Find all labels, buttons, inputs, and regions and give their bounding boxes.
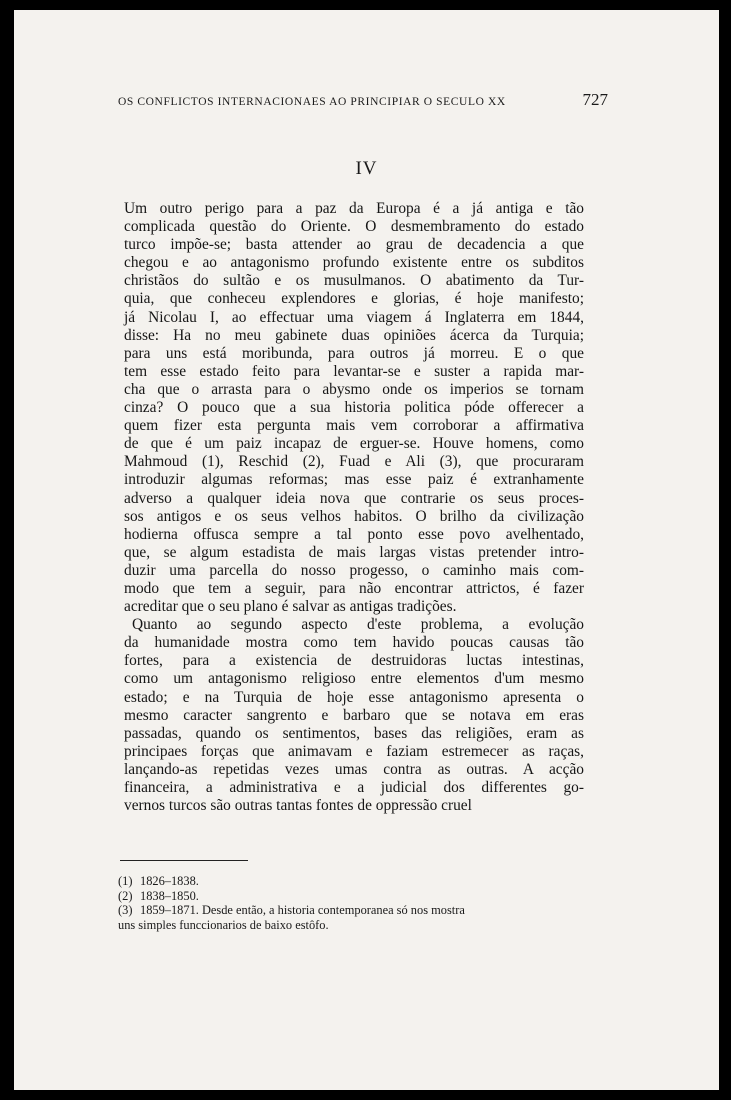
footnote-text: uns simples funccionarios de baixo estôfo. (118, 917, 329, 932)
text-line: financeira, a administrativa e a judicial dos differentes go- (124, 779, 584, 796)
text-line: introduzir algumas reformas; mas esse paiz é extranhamente (124, 471, 584, 489)
paragraph-1 (110, 200, 584, 616)
text-line: christãos do sultão e os musulmanos. O abatimento da Tur- (124, 272, 584, 290)
text-line: disse: Ha no meu gabinete duas opiniões ácerca da Turquia; (124, 326, 584, 344)
footnote-1 (118, 874, 588, 889)
text-line: vernos turcos são outras tantas fontes de oppressão cruel (124, 797, 472, 815)
text-line: de que é um paiz incapaz de erguer-se. Houve homens, como (124, 435, 584, 453)
text-line: complicada questão do Oriente. O desmembramento do estado (124, 218, 584, 236)
footnote-3-continued (118, 918, 588, 933)
text-line: Quanto ao segundo aspecto d'este problema, a evolução (132, 616, 584, 634)
text-line: tem esse estado feito para levantar-se e suster a rapida mar- (124, 362, 584, 380)
page-number: 727 (582, 90, 608, 109)
text-line: mesmo caracter sangrento e barbaro que se notava em eras (124, 706, 584, 724)
text-line: fortes, para a existencia de destruidoras luctas intestinas, (124, 652, 584, 670)
text-line: da humanidade mostra como tem havido poucas causas tão (124, 634, 584, 652)
text-line: cha que o arrasta para o abysmo onde os imperios se tornam (124, 380, 584, 398)
text-line: para uns está moribunda, para outros já morreu. E o que (124, 344, 584, 362)
body-text (110, 200, 584, 815)
text-line: como um antagonismo religioso entre elementos d'um mesmo (124, 670, 584, 688)
text-line: estado; e na Turquia de hoje esse antagonismo apresenta o (124, 688, 584, 706)
text-line: chegou e ao antagonismo profundo existente entre os subditos (124, 254, 584, 272)
text-line: Mahmoud (1), Reschid (2), Fuad e Ali (3), que procuraram (124, 453, 584, 471)
section-heading: IV (355, 158, 378, 179)
footnote-2 (118, 889, 588, 904)
text-line: principaes forças que animavam e faziam estremecer as raças, (124, 742, 584, 760)
text-line: que, se algum estadista de mais largas vistas pretender intro- (124, 543, 584, 561)
text-line: hodierna offusca sempre a tal ponto esse povo avelhentado, (124, 525, 584, 543)
footnote-text: 1826–1838. (140, 874, 199, 888)
text-line: lançando-as repetidas vezes umas contra as outras. A acção (124, 760, 584, 778)
text-line: Um outro perigo para a paz da Europa é a já antiga e tão (124, 200, 584, 217)
footnotes (118, 874, 588, 932)
footnote-number: (3) (118, 903, 133, 918)
footnote-3 (118, 903, 588, 918)
footnote-rule (120, 860, 248, 861)
text-line: cinza? O pouco que a sua historia politica póde offerecer a (124, 399, 584, 417)
text-line: turco impõe-se; basta attender ao grau de decadencia a que (124, 236, 584, 254)
footnote-text: 1838–1850. (140, 888, 199, 903)
text-line: adverso a qualquer ideia nova que contrarie os seus proces- (124, 489, 584, 507)
footnote-number: (2) (118, 888, 133, 903)
text-line: quem fizer esta pergunta mais vem corroborar a affirmativa (124, 417, 584, 435)
footnote-number: (1) (118, 874, 133, 888)
text-line: sos antigos e os seus velhos habitos. O brilho da civilização (124, 507, 584, 525)
text-line: acreditar que o seu plano é salvar as antigas tradições. (124, 598, 457, 616)
paragraph-2 (110, 616, 584, 815)
text-line: já Nicolau I, ao effectuar uma viagem á Inglaterra em 1844, (124, 308, 584, 326)
text-line: passadas, quando os sentimentos, bases das religiões, eram as (124, 724, 584, 742)
text-line: duzir uma parcella do nosso progesso, o caminho mais com- (124, 561, 584, 579)
text-line: modo que tem a seguir, para não encontrar attrictos, é fazer (124, 579, 584, 597)
running-header (118, 90, 608, 110)
running-title: OS CONFLICTOS INTERNACIONAES AO PRINCIPIAR O SECULO XX (118, 96, 506, 108)
text-line: quia, que conheceu explendores e glorias, é hoje manifesto; (124, 290, 584, 308)
footnote-text: 1859–1871. Desde então, a historia contemporanea só nos mostra (140, 903, 465, 918)
book-page (14, 10, 719, 1090)
